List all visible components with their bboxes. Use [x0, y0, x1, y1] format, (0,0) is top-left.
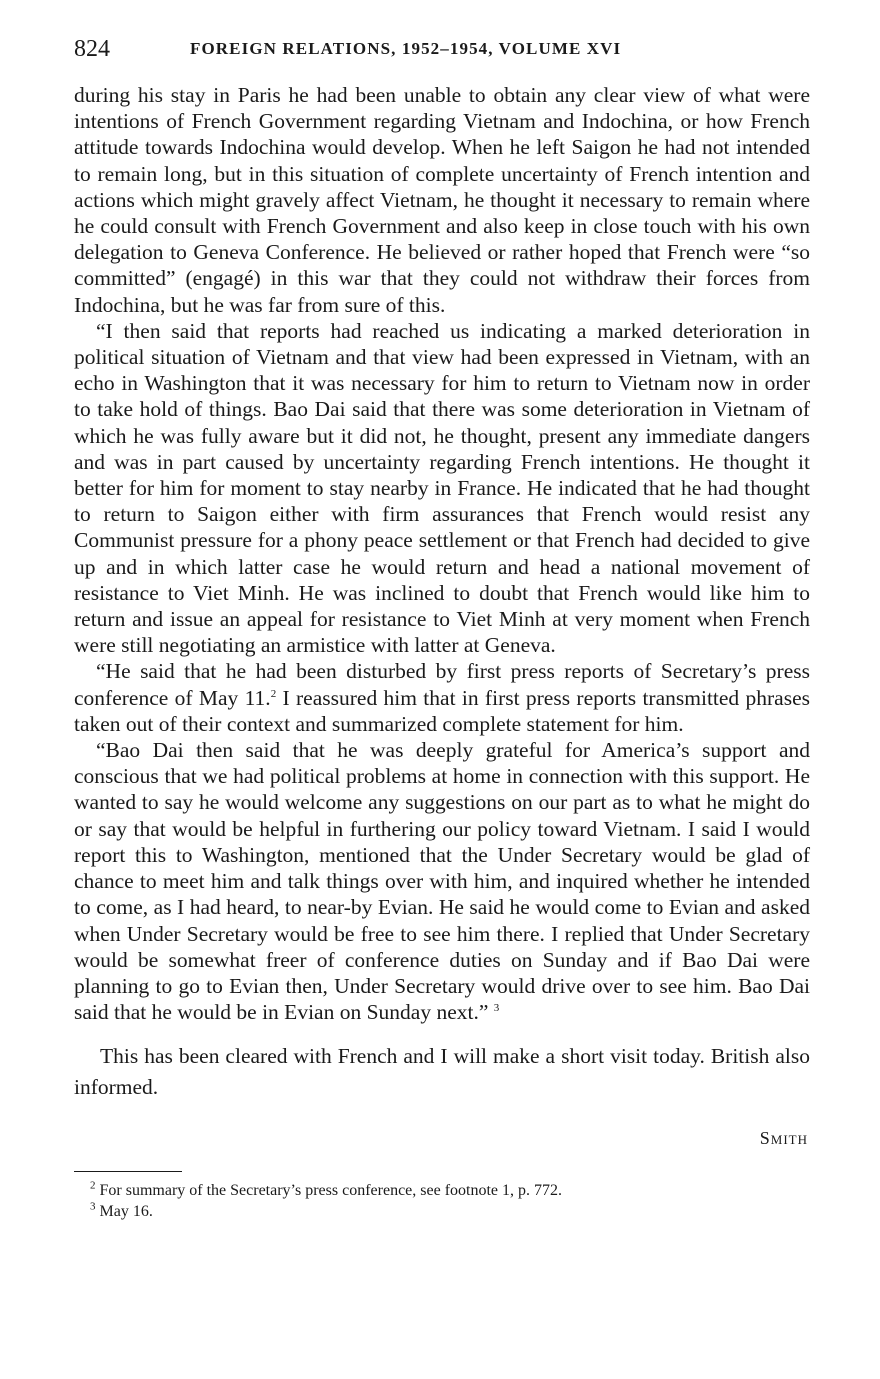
closing-paragraph: This has been cleared with French and I will make a short visit today. British also informed.	[74, 1044, 810, 1100]
document-page	[74, 34, 810, 1222]
paragraph-1: during his stay in Paris he had been unable to obtain any clear view of what were intentions of French Government regarding Vietnam and Indochina, or how French attitude towards Indochina would develop. When he left Saigon he had not intended to remain long, but in this situation of complete uncertainty of French intention and actions which might gravely affect Vietnam, he thought it necessary to remain where he could consult with French Government and also keep in close touch with his own delegation to Geneva Conference. He believed or rather hoped that French were “so committed” (engagé) in this war that they could not withdraw their forces from Indochina, but he was far from sure of this.	[74, 83, 810, 317]
footnote-ref-3: 3	[493, 1001, 500, 1014]
footnote-2-text: For summary of the Secretary’s press conference, see footnote 1, p. 772.	[99, 1181, 563, 1199]
running-header	[74, 34, 810, 64]
footnote-2	[90, 1180, 810, 1201]
volume-title: FOREIGN RELATIONS, 1952–1954, VOLUME XVI	[190, 39, 622, 58]
footnote-3-text: May 16.	[99, 1202, 153, 1220]
paragraph-3-text-b: I reassured him that in first press reports transmitted phrases taken out of their context and summarized complete statement for him.	[74, 685, 810, 736]
body-text	[74, 82, 810, 1025]
footnote-mark-2: 2	[90, 1179, 96, 1192]
footnote-divider	[74, 1171, 182, 1172]
footnotes	[74, 1180, 810, 1222]
paragraph-4	[74, 737, 810, 1025]
paragraph-3	[74, 658, 810, 737]
footnote-mark-3: 3	[90, 1200, 96, 1213]
page-number: 824	[74, 36, 110, 62]
signature: Smith	[759, 1127, 808, 1148]
footnote-ref-2: 2	[270, 687, 277, 700]
paragraph-3-text-a: “He said that he had been disturbed by first press reports of Secretary’s press conference of May 11.	[74, 659, 810, 710]
footnote-3	[90, 1201, 810, 1222]
paragraph-4-text: “Bao Dai then said that he was deeply grateful for America’s support and conscious that we had political problems at home in connection with this support. He wanted to say he would welcome any suggestions on our part as to what he might do or say that would be helpful in furthering our policy toward Vietnam. I said I would report this to Washington, mentioned that the Under Secretary would be glad of chance to meet him and talk things over with him, and inquired whether he intended to come, as I had heard, to near-by Evian. He said he would come to Evian and asked when Under Secretary would be free to see him there. I replied that Under Secretary would be somewhat freer of conference duties on Sunday and if Bao Dai were planning to go to Evian then, Under Secretary would drive over to see him. Bao Dai said that he would be in Evian on Sunday next.”	[74, 738, 810, 1025]
paragraph-2: “I then said that reports had reached us indicating a marked deterioration in political situation of Vietnam and that view had been expressed in Vietnam, with an echo in Washington that it was necessary for him to return to Vietnam now in order to take hold of things. Bao Dai said that there was some deterioration in Vietnam of which he was fully aware but it did not, he thought, present any immediate dangers and was in part caused by uncertainty regarding French intentions. He thought it better for him for moment to stay nearby in France. He indicated that he had thought to return to Saigon either with firm assurances that French would resist any Communist pressure for a phony peace settlement or that French had decided to give up and in which latter case he would return and head a national movement of resistance to Viet Minh. He was inclined to doubt that French would like him to return and issue an appeal for resistance to Viet Minh at very moment when French were still negotiating an armistice with latter at Geneva.	[74, 318, 810, 658]
